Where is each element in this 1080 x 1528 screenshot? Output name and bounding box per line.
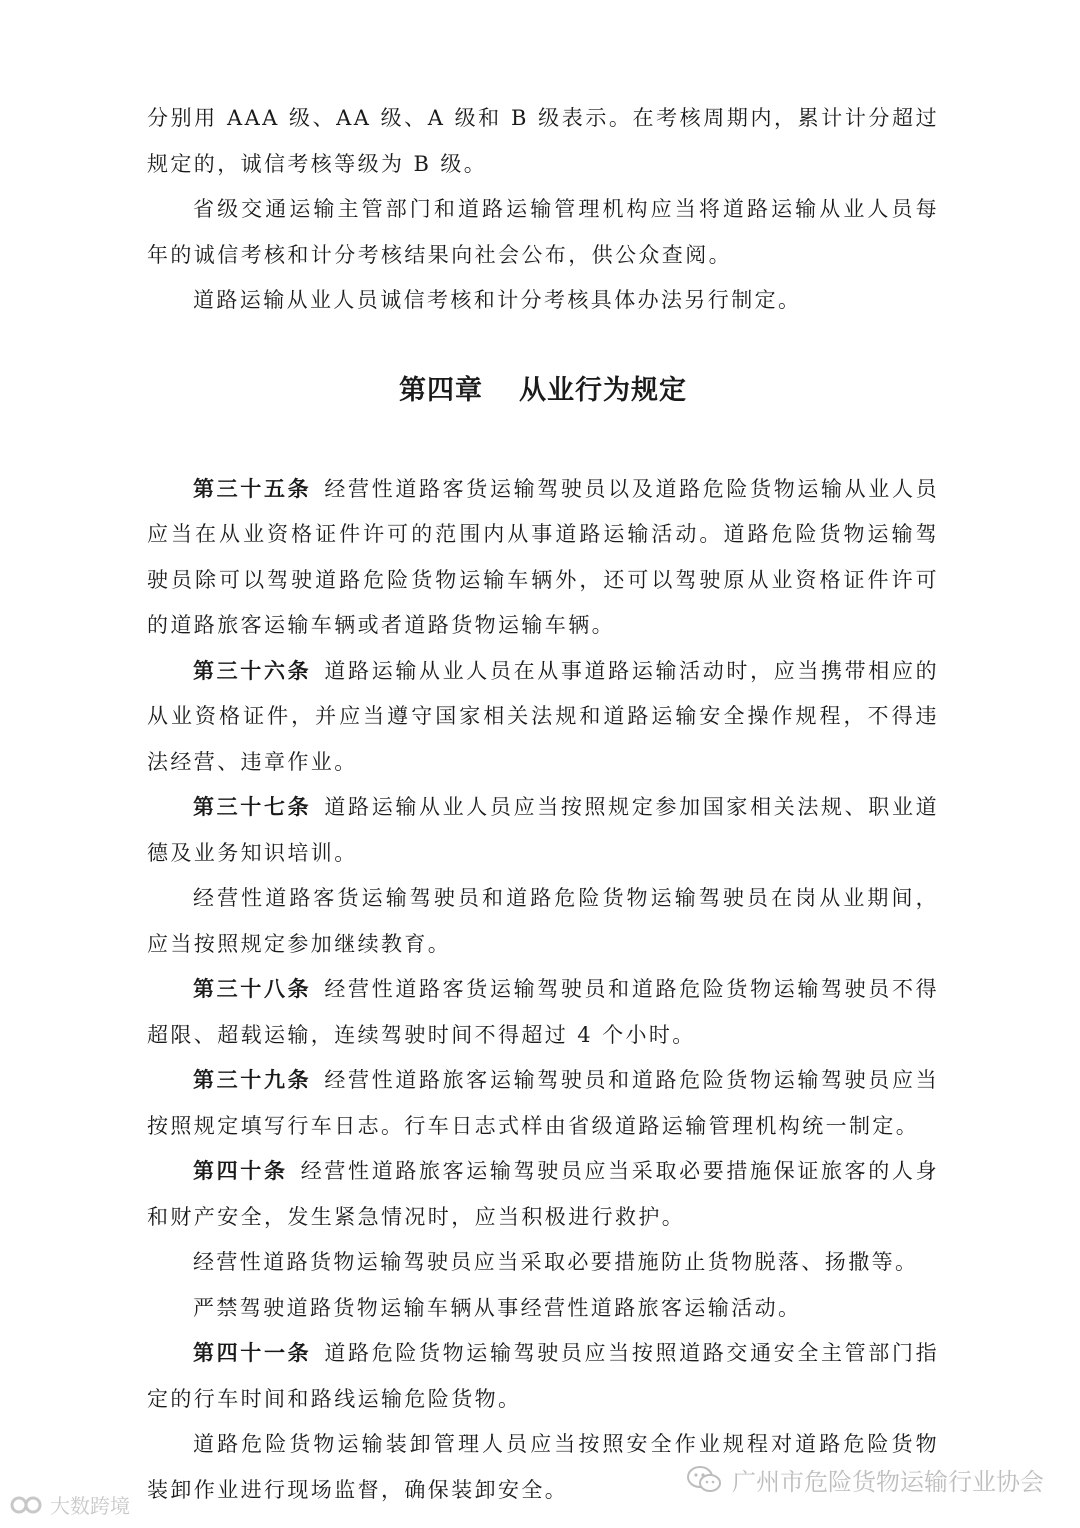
articles-list (147, 467, 939, 1514)
article-paragraph (147, 967, 939, 1058)
watermark-left (10, 1490, 130, 1519)
article-number: 第三十六条 (193, 658, 312, 683)
chapter-title: 从业行为规定 (519, 374, 687, 406)
article-text: 严禁驾驶道路货物运输车辆从事经营性道路旅客运输活动。 (193, 1295, 802, 1320)
watermark-right-text: 广州市危险货物运输行业协会 (732, 1468, 1044, 1496)
wechat-icon (686, 1465, 722, 1495)
paragraph (147, 1286, 939, 1332)
article-text: 经营性道路客货运输驾驶员和道路危险货物运输驾驶员在岗从业期间，应当按照规定参加继续教育。 (147, 886, 939, 956)
document-body (147, 96, 939, 1513)
article-text: 经营性道路旅客运输驾驶员和道路危险货物运输驾驶员应当按照规定填写行车日志。行车日志式样由省级道路运输管理机构统一制定。 (147, 1068, 940, 1138)
article-text: 经营性道路货物运输驾驶员应当采取必要措施防止货物脱落、扬撒等。 (193, 1250, 919, 1274)
article-paragraph (147, 785, 939, 876)
watermark-left-text: 大数跨境 (50, 1494, 130, 1518)
paragraph: 分别用 AAA 级、AA 级、A 级和 B 级表示。在考核周期内，累计计分超过规定的，诚信考核等级为 B 级。 (147, 106, 939, 176)
article-paragraph (147, 1331, 939, 1422)
article-paragraph (147, 1149, 939, 1240)
article-paragraph (147, 467, 939, 649)
article-text: 经营性道路客货运输驾驶员以及道路危险货物运输从业人员应当在从业资格证件许可的范围内从事道路运输活动。道路危险货物运输驾驶员除可以驾驶道路危险货物运输车辆外，还可以驾驶原从业资格证件许可的道路旅客运输车辆或者道路货物运输车辆。 (147, 476, 940, 637)
article-text: 道路危险货物运输驾驶员应当按照道路交通安全主管部门指定的行车时间和路线运输危险货物。 (147, 1341, 940, 1411)
paragraph: 省级交通运输主管部门和道路运输管理机构应当将道路运输从业人员每年的诚信考核和计分考核结果向社会公布，供公众查阅。 (147, 197, 939, 267)
article-paragraph (147, 1058, 939, 1149)
article-text: 经营性道路旅客运输驾驶员应当采取必要措施保证旅客的人身和财产安全，发生紧急情况时，应当积极进行救护。 (147, 1159, 939, 1229)
article-text: 道路危险货物运输装卸管理人员应当按照安全作业规程对道路危险货物装卸作业进行现场监督，确保装卸安全。 (147, 1432, 939, 1502)
article-number: 第三十九条 (193, 1068, 312, 1092)
article-paragraph (147, 649, 939, 786)
article-text: 道路运输从业人员在从事道路运输活动时，应当携带相应的从业资格证件，并应当遵守国家相关法规和道路运输安全操作规程，不得违法经营、违章作业。 (147, 658, 940, 774)
article-text: 道路运输从业人员应当按照规定参加国家相关法规、职业道德及业务知识培训。 (147, 795, 940, 865)
chapter-heading (147, 371, 939, 411)
article-number: 第三十五条 (193, 476, 312, 501)
watermark-right (686, 1462, 1044, 1497)
article-number: 第四十一条 (193, 1341, 312, 1365)
article-number: 第三十八条 (193, 977, 312, 1001)
chapter-number: 第四章 (399, 374, 483, 406)
paragraph (147, 1240, 939, 1286)
article-text: 经营性道路客货运输驾驶员和道路危险货物运输驾驶员不得超限、超载运输，连续驾驶时间不得超过 4 个小时。 (147, 977, 940, 1047)
article-number: 第三十七条 (193, 795, 312, 819)
article-number: 第四十条 (193, 1159, 288, 1183)
paragraph: 道路运输从业人员诚信考核和计分考核具体办法另行制定。 (193, 288, 802, 312)
brand-logo-icon (10, 1494, 44, 1516)
paragraph (147, 876, 939, 967)
